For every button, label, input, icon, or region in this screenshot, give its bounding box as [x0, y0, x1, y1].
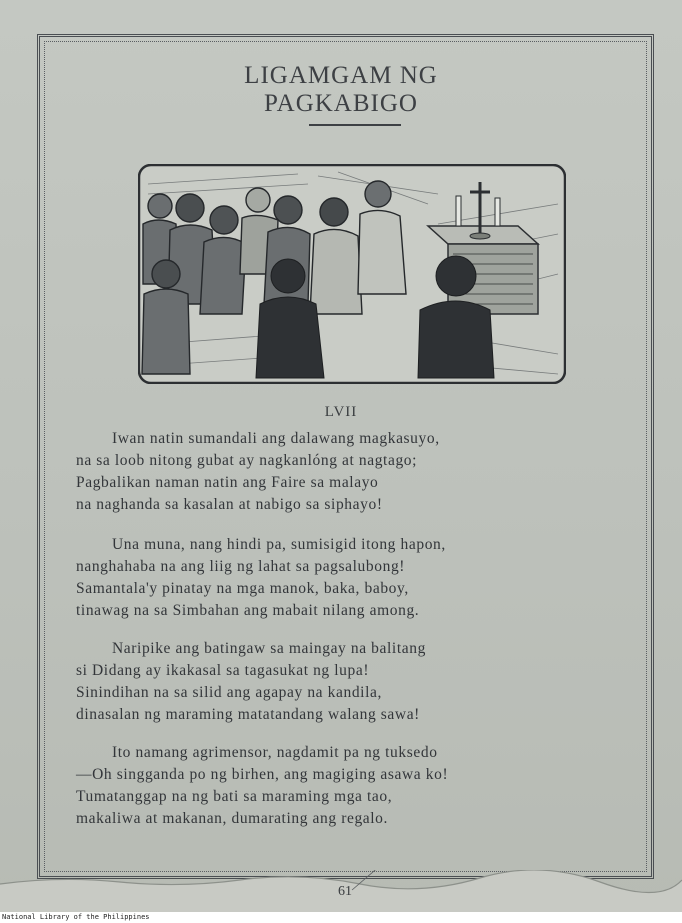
page-title-line-2: PAGKABIGO [264, 90, 418, 117]
stanza-2-line-1: Una muna, nang hindi pa, sumisigid itong hapon, [112, 536, 446, 553]
stanza-3-line-4: dinasalan ng maraming matatandang walang sawa! [76, 706, 420, 723]
stanza-1-line-4: na naghanda sa kasalan at nabigo sa siphayo! [76, 496, 383, 513]
stanza-number: LVII [324, 404, 358, 420]
title-rule [309, 124, 401, 126]
footer-credit: National Library of the Philippines [0, 912, 682, 923]
page-number: 61 [338, 884, 352, 899]
stanza-2-line-3: Samantala'y pinatay na mga manok, baka, baboy, [76, 580, 409, 597]
stanza-3-line-2: si Didang ay ikakasal sa tagasukat ng lupa! [76, 662, 370, 679]
stanza-4-line-4: makaliwa at makanan, dumarating ang regalo. [76, 810, 389, 827]
stanza-1-line-1: Iwan natin sumandali ang dalawang magkasuyo, [112, 430, 440, 447]
mass-scene-illustration [138, 164, 566, 384]
stanza-4-line-3: Tumatanggap na ng bati sa maraming mga tao, [76, 788, 393, 805]
stanza-1-line-2: na sa loob nitong gubat ay nagkanlóng at nagtago; [76, 452, 418, 469]
stanza-2-line-2: nanghahaba na ang liig ng lahat sa pagsalubong! [76, 558, 406, 575]
stanza-1-line-3: Pagbalikan naman natin ang Faire sa malayo [76, 474, 379, 491]
stanza-3-line-1: Naripike ang batingaw sa maingay na balitang [112, 640, 426, 657]
page-title-line-1: LIGAMGAM NG [244, 62, 438, 89]
stanza-2-line-4: tinawag na sa Simbahan ang mabait nilang among. [76, 602, 420, 619]
stanza-3-line-3: Sinindihan na sa silid ang agapay na kandila, [76, 684, 382, 701]
stanza-4-line-1: Ito namang agrimensor, nagdamit pa ng tuksedo [112, 744, 438, 761]
stanza-4-line-2: —Oh singganda po ng birhen, ang magiging asawa ko! [76, 766, 449, 783]
